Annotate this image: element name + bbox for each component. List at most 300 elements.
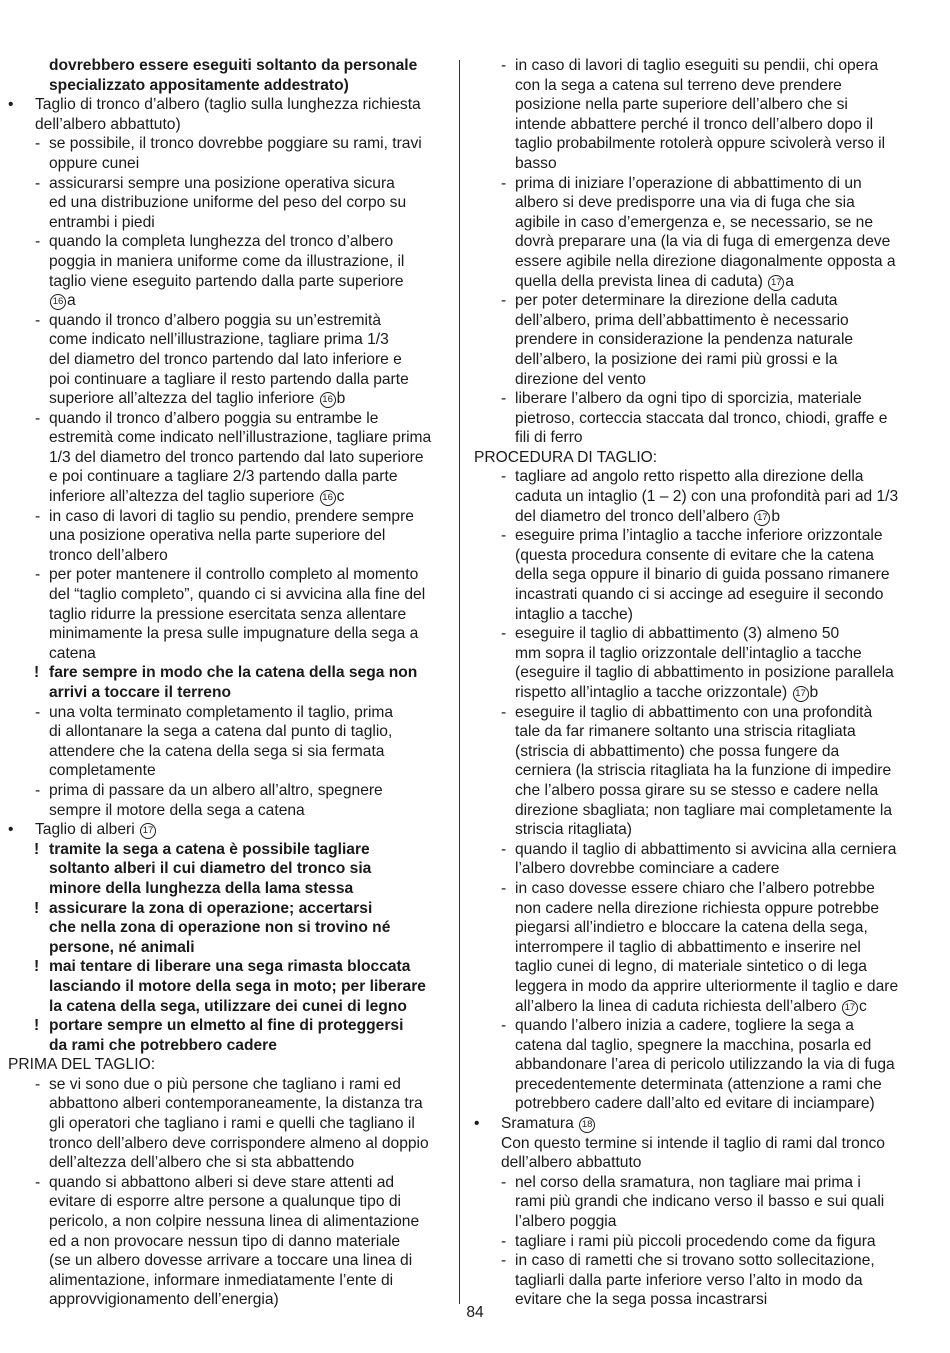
line-text: tagliare i rami più piccoli procedendo come da figura (515, 1232, 876, 1250)
text-line (8, 663, 448, 683)
line-text: rami più grandi che indicano verso il basso e sui quali (515, 1193, 885, 1211)
line-text: poi continuare a tagliare il resto partendo dalla parte (49, 370, 409, 388)
text-line (474, 174, 914, 194)
dash-marker: - (501, 879, 507, 897)
line-text: tagliarli dalla parte inferiore verso l’alto in modo da (515, 1271, 863, 1289)
line-text: dell’albero, la posizione dei rami più grossi e la (515, 350, 838, 368)
text-line (474, 761, 914, 781)
line-text: estremità come indicato nell’illustrazione, tagliare prima (49, 429, 432, 447)
line-text: pericolo, a non colpire nessuna linea di alimentazione (49, 1213, 420, 1231)
text-line (474, 389, 914, 409)
line-text: per poter mantenere il controllo completo al momento (49, 566, 419, 584)
warning-marker: ! (34, 958, 40, 976)
text-line (8, 76, 448, 96)
text-line (8, 781, 448, 801)
line-text: che nella zona di operazione non si trovino né (49, 919, 391, 937)
line-text: poggia in maniera uniforme come da illustrazione, il (49, 252, 405, 270)
dash-marker: - (35, 703, 41, 721)
text-line (474, 1134, 914, 1154)
text-line (474, 115, 914, 135)
line-text: l’albero poggia (515, 1213, 617, 1231)
dash-item (474, 840, 914, 879)
line-text: sempre il motore della sega a catena (49, 801, 305, 819)
text-line (474, 957, 914, 977)
line-text: quando l’albero inizia a cadere, togliere la sega a (515, 1017, 854, 1035)
text-line (474, 703, 914, 723)
line-text: che l’albero possa girare su se stesso e cadere nella (515, 781, 879, 799)
line-text: intende abbattere perché il tronco dell’albero dopo il (515, 115, 874, 133)
text-line (474, 918, 914, 938)
text-line (474, 1271, 914, 1291)
text-line (474, 1153, 914, 1173)
text-line (474, 467, 914, 487)
dash-marker: - (35, 781, 41, 799)
line-text: basso (515, 154, 557, 172)
text-line (8, 683, 448, 703)
dash-marker: - (501, 527, 507, 545)
text-block (474, 1134, 914, 1173)
text-line (8, 722, 448, 742)
text-line (474, 565, 914, 585)
line-text: in caso di lavori di taglio eseguiti su pendii, chi opera (515, 57, 879, 74)
line-text: l’albero dovrebbe cominciare a cadere (515, 860, 780, 878)
figure-ref-suffix: a (67, 292, 76, 310)
text-line (8, 1016, 448, 1036)
line-text: quando il taglio di abbattimento si avvicina alla cerniera (515, 840, 897, 858)
text-line (474, 154, 914, 174)
line-text: ed una distribuzione uniforme del peso del corpo su (49, 194, 407, 212)
dash-item (474, 56, 914, 174)
text-line (8, 997, 448, 1017)
line-text: Taglio di alberi (35, 821, 140, 839)
line-text: dovrebbero essere eseguiti soltanto da personale (49, 57, 418, 74)
text-line (474, 742, 914, 762)
text-line (8, 565, 448, 585)
text-line (474, 1192, 914, 1212)
text-line (474, 370, 914, 390)
dash-marker: - (35, 311, 41, 329)
line-text: completamente (49, 762, 156, 780)
text-line (8, 546, 448, 566)
warning-item (8, 663, 448, 702)
line-text: tale da far rimanere soltanto una striscia ritagliata (515, 723, 856, 741)
text-line (474, 1055, 914, 1075)
dash-item (474, 1232, 914, 1252)
text-line (8, 154, 448, 174)
line-text: persone, né animali (49, 938, 195, 956)
text-line (8, 95, 448, 115)
dash-marker: - (501, 625, 507, 643)
dash-item (474, 467, 914, 526)
line-text: catena dal taglio, spegnere la macchina, posarla ed (515, 1036, 872, 1054)
line-text: specializzato appositamente addestrato) (49, 76, 349, 94)
bullet-item (8, 820, 448, 840)
text-line (474, 1212, 914, 1232)
line-text: Sramatura (501, 1115, 579, 1133)
dash-marker: - (501, 703, 507, 721)
line-text: dell’albero, prima dell’abbattimento è necessario (515, 311, 849, 329)
line-text: tramite la sega a catena è possibile tagliare (49, 840, 370, 858)
line-text: taglio cunei di legno, di materiale sintetico o di lega (515, 958, 867, 976)
text-line (8, 644, 448, 664)
text-line (8, 389, 448, 409)
text-line (474, 1251, 914, 1271)
text-line (8, 879, 448, 899)
dash-marker: - (35, 174, 41, 192)
line-text: eseguire il taglio di abbattimento (3) almeno 50 (515, 625, 840, 643)
text-line (474, 624, 914, 644)
text-line (8, 1212, 448, 1232)
dash-marker: - (501, 1017, 507, 1035)
dash-item (474, 624, 914, 702)
bullet-marker: • (8, 96, 14, 114)
text-line (8, 1251, 448, 1271)
line-text: prima di passare da un albero all’altro, spegnere (49, 781, 383, 799)
dash-marker: - (35, 233, 41, 251)
line-text: Taglio di tronco d’albero (taglio sulla lunghezza richiesta (35, 96, 421, 114)
line-text: interrompere il taglio di abbattimento e inserire nel (515, 938, 861, 956)
line-text: all’albero la linea di caduta richiesta dell’albero (515, 997, 841, 1015)
line-text: pietroso, corteccia staccata dal tronco, chiodi, graffe e (515, 409, 888, 427)
figure-ref-icon: 16 (320, 490, 336, 506)
figure-ref-icon: 16 (320, 392, 336, 408)
line-text: in caso di rametti che si trovano sotto sollecitazione, (515, 1252, 875, 1270)
line-text: dell’albero abbattuto (501, 1154, 642, 1172)
text-line (8, 232, 448, 252)
text-line (8, 820, 448, 840)
line-text: se vi sono due o più persone che tagliano i rami ed (49, 1075, 401, 1093)
text-line (8, 977, 448, 997)
line-text: nel corso della sramatura, non tagliare mai prima i (515, 1173, 861, 1191)
text-line (8, 840, 448, 860)
line-text: albero si deve predisporre una via di fuga che sia (515, 194, 855, 212)
line-text: quella della prevista linea di caduta) (515, 272, 768, 290)
line-text: taglio viene eseguito partendo dalla parte superiore (49, 272, 404, 290)
line-text: potrebbero cadere dall’alto ed evitare di inciampare) (515, 1095, 875, 1113)
dash-marker: - (501, 468, 507, 486)
line-text: (striscia di abbattimento) che possa fungere da (515, 742, 840, 760)
line-text: rispetto all’intaglio a tacche orizzontale) (515, 684, 792, 701)
line-text: incastrati quando ci si accinge ad eseguire il secondo (515, 586, 884, 604)
line-text: portare sempre un elmetto al fine di proteggersi (49, 1017, 404, 1035)
figure-ref-suffix: b (336, 390, 346, 408)
dash-item (8, 507, 448, 566)
line-text: gli operatori che tagliano i rami e quelli che tagliano il (49, 1115, 415, 1133)
text-line (8, 252, 448, 272)
line-text: quando il tronco d’albero poggia su un’estremità (49, 311, 382, 329)
line-text: alimentazione, informare inmediatamente l’ente di (49, 1271, 394, 1289)
text-line (8, 56, 448, 76)
dash-marker: - (501, 1232, 507, 1250)
warning-marker: ! (34, 899, 40, 917)
figure-ref-icon: 17 (768, 275, 784, 291)
dash-marker: - (501, 57, 507, 74)
figure-ref-icon: 18 (579, 1117, 595, 1133)
line-text: evitare che la sega possa incastrarsi (515, 1291, 768, 1309)
text-line (8, 1114, 448, 1134)
line-text: posizione nella parte superiore dell’albero che si (515, 96, 848, 114)
line-text: inferiore all’altezza del taglio superiore (49, 488, 319, 506)
text-line (474, 1094, 914, 1114)
text-line (8, 526, 448, 546)
text-line (8, 1271, 448, 1291)
dash-item (8, 565, 448, 663)
warning-item (8, 1016, 448, 1055)
dash-marker: - (35, 507, 41, 525)
line-text: di allontanare la sega a catena dal punto di taglio, (49, 723, 393, 741)
text-line (474, 409, 914, 429)
line-text: una posizione operativa nella parte superiore del (49, 527, 386, 545)
line-text: con la sega a catena sul terreno deve prendere (515, 76, 842, 94)
text-line (474, 840, 914, 860)
line-text: caduta un intaglio (1 – 2) con una profondità pari ad 1/3 (515, 488, 899, 506)
line-text: eseguire il taglio di abbattimento con una profondità (515, 703, 873, 721)
text-line (8, 428, 448, 448)
dash-item (8, 703, 448, 781)
text-line (8, 801, 448, 821)
dash-item (8, 781, 448, 820)
line-text: striscia ritagliata) (515, 821, 632, 839)
dash-item (8, 311, 448, 409)
text-line (474, 546, 914, 566)
text-line (474, 781, 914, 801)
text-line (8, 507, 448, 527)
text-line (8, 487, 448, 507)
line-text: lasciando il motore della sega in moto; per liberare (49, 977, 426, 995)
text-line (8, 448, 448, 468)
text-line (8, 1173, 448, 1193)
dash-marker: - (501, 1252, 507, 1270)
line-text: tronco dell’albero deve corrispondere almeno al doppio (49, 1134, 429, 1152)
line-text: evitare di esporre altre persone a qualunque tipo di (49, 1193, 401, 1211)
line-text: dovrà preparare una (la via di fuga di emergenza deve (515, 233, 891, 251)
dash-item (474, 291, 914, 389)
text-line (474, 1232, 914, 1252)
text-line (8, 918, 448, 938)
dash-marker: - (501, 1173, 507, 1191)
line-text: una volta terminato completamento il taglio, prima (49, 703, 394, 721)
text-line (8, 1192, 448, 1212)
line-text: quando si abbattono alberi si deve stare attenti ad (49, 1173, 395, 1191)
line-text: taglio ridurre la pressione esercitata senza allentare (49, 605, 407, 623)
line-text: assicurare la zona di operazione; accertarsi (49, 899, 373, 917)
text-line (474, 801, 914, 821)
line-text: precedentemente determinata (attenzione a rami che (515, 1075, 882, 1093)
right-column (474, 56, 914, 1310)
text-line (474, 291, 914, 311)
text-line (474, 252, 914, 272)
line-text: da rami che potrebbero cadere (49, 1036, 277, 1054)
figure-ref-suffix: a (785, 272, 794, 290)
figure-ref-suffix: b (771, 507, 781, 525)
dash-item (474, 703, 914, 840)
line-text: mm sopra il taglio orizzontale dell’intaglio a tacche (515, 644, 862, 662)
line-text: direzione del vento (515, 370, 646, 388)
line-text: minimamente la presa sulle impugnature della sega a (49, 625, 419, 643)
text-line (474, 605, 914, 625)
text-line (8, 174, 448, 194)
text-line (8, 134, 448, 154)
dash-item (8, 409, 448, 507)
line-text: quando la completa lunghezza del tronco d’albero (49, 233, 394, 251)
line-text: attendere che la catena della sega si sia fermata (49, 742, 385, 760)
line-text: entrambi i piedi (49, 213, 155, 231)
text-line (8, 585, 448, 605)
warning-marker: ! (34, 664, 40, 682)
dash-item (474, 1016, 914, 1114)
dash-marker: - (35, 135, 41, 153)
text-line (8, 467, 448, 487)
line-text: essere agibile nella direzione diagonalmente opposta a (515, 252, 896, 270)
line-text: superiore all’altezza del taglio inferiore (49, 390, 319, 408)
text-line (8, 1134, 448, 1154)
text-line (474, 1075, 914, 1095)
dash-item (474, 879, 914, 1016)
line-text: PROCEDURA DI TAGLIO: (474, 448, 658, 466)
line-text: in caso di lavori di taglio su pendio, prendere sempre (49, 507, 414, 525)
figure-ref-icon: 17 (754, 510, 770, 526)
text-line (474, 899, 914, 919)
text-line (8, 115, 448, 135)
text-line (8, 742, 448, 762)
line-text: quando il tronco d’albero poggia su entrambe le (49, 409, 379, 427)
warning-item (8, 840, 448, 899)
text-line (474, 428, 914, 448)
warning-marker: ! (34, 840, 40, 858)
warning-item (8, 957, 448, 1016)
text-line (474, 644, 914, 664)
text-line (8, 938, 448, 958)
line-text: del diametro del tronco partendo dal lato inferiore e (49, 350, 402, 368)
line-text: e poi continuare a tagliare 2/3 partendo dalla parte (49, 468, 398, 486)
figure-ref-suffix: c (336, 488, 345, 506)
dash-item (8, 134, 448, 173)
text-line (8, 311, 448, 331)
text-block (474, 448, 914, 468)
text-line (474, 938, 914, 958)
text-line (8, 1055, 448, 1075)
dash-item (474, 1173, 914, 1232)
line-text: come indicato nell’illustrazione, tagliare prima 1/3 (49, 331, 389, 349)
line-text: (se un albero dovesse arrivare a toccare una linea di (49, 1252, 413, 1270)
text-line (474, 820, 914, 840)
line-text: 1/3 del diametro del tronco partendo dal lato superiore (49, 448, 424, 466)
text-line (474, 683, 914, 703)
text-line (8, 330, 448, 350)
text-line (8, 899, 448, 919)
line-text: se possibile, il tronco dovrebbe poggiare su rami, travi (49, 135, 422, 153)
text-line (474, 977, 914, 997)
line-text: dell’albero abbattuto) (35, 115, 181, 133)
figure-ref-suffix: c (858, 997, 867, 1015)
text-line (474, 232, 914, 252)
text-line (474, 134, 914, 154)
dash-item (8, 1075, 448, 1173)
dash-marker: - (35, 409, 41, 427)
line-text: ed a non provocare nessun tipo di danno materiale (49, 1232, 401, 1250)
line-text: abbandonare l’area di pericolo utilizzando la via di fuga (515, 1056, 895, 1074)
text-block (8, 56, 448, 95)
text-line (474, 997, 914, 1017)
text-line (8, 1036, 448, 1056)
text-line (474, 859, 914, 879)
text-line (8, 761, 448, 781)
line-text: leggera in modo da apprire ulteriormente il taglio e dare (515, 977, 899, 995)
text-line (474, 311, 914, 331)
line-text: arrivi a toccare il terreno (49, 684, 232, 701)
dash-item (474, 389, 914, 448)
text-line (8, 350, 448, 370)
figure-ref-suffix: b (809, 684, 819, 701)
text-line (8, 193, 448, 213)
line-text: non cadere nella direzione richiesta oppure potrebbe (515, 899, 880, 917)
line-text: abbattono alberi contemporaneamente, la distanza tra (49, 1095, 423, 1113)
dash-marker: - (501, 292, 507, 310)
line-text: approvvigionamento dell’energia) (49, 1291, 279, 1309)
line-text: prima di iniziare l’operazione di abbattimento di un (515, 174, 862, 192)
text-line (8, 957, 448, 977)
dash-marker: - (501, 390, 507, 408)
line-text: assicurarsi sempre una posizione operativa sicura (49, 174, 395, 192)
text-line (8, 703, 448, 723)
line-text: tronco dell’albero (49, 546, 168, 564)
dash-marker: - (35, 1075, 41, 1093)
text-line (474, 213, 914, 233)
dash-marker: - (35, 566, 41, 584)
text-line (474, 507, 914, 527)
dash-item (8, 232, 448, 310)
dash-marker: - (501, 840, 507, 858)
text-line (474, 585, 914, 605)
line-text: del “taglio completo”, quando ci si avvicina alla fine del (49, 586, 426, 604)
bullet-item (474, 1114, 914, 1134)
text-line (8, 1232, 448, 1252)
text-line (474, 193, 914, 213)
line-text: per poter determinare la direzione della caduta (515, 292, 838, 310)
line-text: cerniera (la striscia ritagliata ha la funzione di impedire (515, 762, 892, 780)
line-text: catena (49, 644, 96, 662)
bullet-item (8, 95, 448, 134)
line-text: oppure cunei (49, 154, 140, 172)
text-line (474, 272, 914, 292)
line-text: taglio probabilmente rotolerà oppure scivolerà verso il (515, 135, 886, 153)
dash-item (8, 174, 448, 233)
figure-ref-icon: 17 (793, 686, 809, 702)
line-text: fili di ferro (515, 429, 583, 447)
text-line (8, 370, 448, 390)
line-text: soltanto alberi il cui diametro del tronco sia (49, 860, 372, 878)
bullet-marker: • (474, 1115, 480, 1133)
line-text: agibile in caso d’emergenza e, se necessario, se ne (515, 213, 874, 231)
text-line (474, 1016, 914, 1036)
text-line (8, 1153, 448, 1173)
line-text: liberare l’albero da ogni tipo di sporcizia, materiale (515, 390, 862, 408)
dash-marker: - (501, 174, 507, 192)
dash-item (8, 1173, 448, 1310)
text-line (474, 526, 914, 546)
line-text: (eseguire il taglio di abbattimento in posizione parallela (515, 664, 894, 682)
text-line (8, 605, 448, 625)
text-line (474, 95, 914, 115)
line-text: PRIMA DEL TAGLIO: (8, 1056, 156, 1074)
line-text: minore della lunghezza della lama stessa (49, 879, 354, 897)
line-text: tagliare ad angolo retto rispetto alla direzione della (515, 468, 864, 486)
text-line (474, 487, 914, 507)
text-line (474, 350, 914, 370)
line-text: la catena della sega, utilizzare dei cunei di legno (49, 997, 407, 1015)
line-text: dell’altezza dell’albero che si sta abbattendo (49, 1154, 355, 1172)
text-line (474, 330, 914, 350)
